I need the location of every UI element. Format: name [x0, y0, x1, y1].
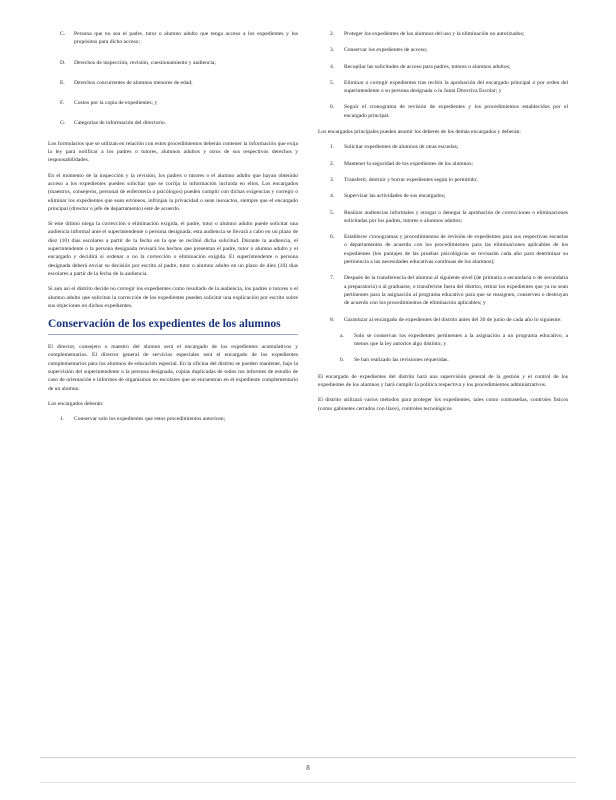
list-marker: 4. — [330, 193, 335, 200]
list-marker: 1. — [60, 416, 65, 423]
list-item — [330, 46, 568, 54]
list-item — [330, 143, 568, 151]
list-item-text: Realizar audiencias informales y otorgar o denegar la aprobación de correcciones o eliminaciones solicitadas por los padres, tutores o alumnos adultos; — [344, 209, 568, 224]
list-item-text: Persona que no sea el padre, tutor o alumno adulto que tenga acceso a los expedientes y los propósitos para dicho acceso; — [74, 31, 298, 46]
paragraph-principal-custodians: Los encargados principales pueden asumir los deberes de los demás encargados y deberán: — [318, 129, 521, 136]
list-item-text: Garantizar al encargado de expedientes del distrito antes del 30 de junio de cada año lo siguiente: — [344, 316, 562, 323]
list-item-text: Conservar los expedientes de acceso; — [344, 47, 428, 54]
list-marker: E. — [60, 79, 65, 86]
list-item-text: Transferir, destruir y borrar expedientes según lo permitido; — [344, 176, 478, 183]
list-item — [330, 79, 568, 96]
paragraph-group-d — [318, 373, 568, 413]
list-item — [60, 79, 298, 87]
list-marker: F. — [60, 100, 65, 107]
principal-custodian-duties-list — [318, 143, 568, 323]
list-item — [330, 103, 568, 120]
list-item-text: Eliminar o corregir expedientes tras recibir la aprobación del encargado principal o por orden del superintendente o su persona designada o la Junta Directiva Escolar; y — [344, 79, 568, 95]
list-item-text: Después de la transferencia del alumno al siguiente nivel (de primaria a secundaria o de secundaria a preparatoria) o al graduarse, o transferirse fuera del distrito, retirar los expedientes que ya no sean pertinentes para la asignación al programa educativo para que se reasignen, conserven o destruyan de acuerdo con los procedimientos de eliminación aplicables; y — [344, 275, 568, 307]
list-marker: 3. — [330, 47, 335, 54]
list-item — [330, 209, 568, 226]
list-marker: 2. — [330, 31, 335, 37]
paragraph-group-a — [48, 140, 298, 310]
page-number: 8 — [306, 764, 310, 772]
list-item-text: Establecer cronogramas y procedimientos de revisión de expedientes para sus respectivas escuelas o departamentos de acuerdo con los procedimientos para las eliminaciones aplicables de los expedientes (los puntajes de las pruebas psicológicas se revisarán cada año para determinar su pertinencia a las necesidades educativas continuas de los alumnos); — [344, 234, 568, 266]
list-marker: b. — [340, 357, 345, 364]
body-paragraph: En el momento de la inspección y la revisión, los padres o tutores o el alumno adulto que hayan obtenido acceso a los expedientes pueden solicitar que se corrija la información incluida en ellos. Los encargados (maestros, consejeros, personal de enfermería o psicólogos) pueden cumplir con dichas exigencias y corregir o eliminar los expedientes que sean erróneos, infrinjan la privacidad o sean inexactos, siempre que el encargado principal (director o jefe de departamento) esté de acuerdo. — [48, 172, 298, 212]
list-item-text: Supervisar las actividades de sus encargados; — [344, 193, 446, 200]
body-paragraph: Si aun así el distrito decide no corregir los expedientes como resultado de la audiencia, los padres o tutores o el alumno adulto que solicitan la corrección de los expedientes pueden solicitar una explicación por escrito sobre sus objeciones en dichos expedientes. — [48, 286, 298, 309]
list-item — [340, 356, 568, 364]
list-marker: 8. — [330, 316, 335, 323]
list-item — [60, 119, 298, 127]
list-item-text: Solo se conservan los expedientes pertinentes a la asignación a un programa educativo, a menos que la ley autorice algo distinto; y — [354, 332, 568, 348]
list-item-text: Categorías de información del directorio. — [74, 120, 167, 127]
list-item-text: Se han realizado las revisiones requeridas. — [354, 357, 449, 364]
list-item-text: Mantener la seguridad de los expedientes de los alumnos; — [344, 160, 473, 167]
list-marker: 5. — [330, 79, 335, 86]
list-marker: a. — [340, 332, 344, 339]
list-item-text: Recopilar las solicitudes de acceso para padres, tutores o alumnos adultos; — [344, 63, 511, 70]
list-item — [330, 160, 568, 168]
list-item-text: Conservar solo los expedientes que estos procedimientos autoricen; — [74, 416, 226, 423]
list-marker: 3. — [330, 176, 335, 183]
list-item — [330, 30, 568, 38]
body-paragraph: El distrito utilizará varios métodos para proteger los expedientes, tales como contraseñas, controles físicos (como gabinetes cerrados con llave), controles tecnológicos — [318, 397, 568, 412]
list-marker: 2. — [330, 160, 335, 167]
heading-rule — [48, 334, 298, 335]
assurance-sublist — [328, 332, 568, 365]
section-heading: Conservación de los expedientes de los alumnos — [48, 318, 281, 331]
list-item — [60, 99, 298, 107]
list-item-text: Derechos de inspección, revisión, cuestionamiento y audiencia; — [74, 59, 216, 66]
list-item — [340, 332, 568, 349]
body-paragraph: El director, consejero o maestro del alumno será el encargado de los expedientes acumulativos y complementarios. El director general de servicios especiales será el encargado de los expedientes complementarios para los alumnos de educación especial. En la oficina del distrito se pueden mantener, bajo la supervisión del superintendente o la persona designada, copias duplicadas de todos los informes de estudio de caso de orientación e informes de organismos no escolares que se encuentran en el expediente complementario de un alumno. — [48, 344, 298, 392]
list-marker: G. — [60, 120, 66, 127]
right-column — [318, 30, 568, 420]
body-paragraph: Si este último niega la corrección o eliminación exigida, el padre, tutor o alumno adulto puede solicitar una audiencia informal ante el superintendente o persona designada; esta audiencia se llevará a cabo en un plazo de diez (10) días escolares a partir de la fecha en la que se recibió dicha solicitud. Durante la audiencia, el superintendente o la persona designada revisará los hechos que presentan el padre, tutor o alumno adulto y el encargado y decidirá si ordenar o no la corrección o eliminación exigida. El superintendente o persona designada deberá enviar su decisión por escrito al padre, tutor o alumno adulto en un plazo de diez (10) días escolares a partir de la fecha de la audiencia. — [48, 221, 298, 277]
list-marker: C. — [60, 31, 66, 37]
list-item — [60, 415, 298, 423]
list-item — [330, 176, 568, 184]
body-paragraph: Los encargados deberán: — [48, 400, 104, 407]
list-item-text: Derechos concurrentes de alumnos menores de edad; — [74, 79, 193, 86]
paragraph-group-b — [48, 343, 298, 408]
list-item — [330, 316, 568, 324]
body-paragraph: Los formularios que se utilizan en relación con estos procedimientos deberán contener la información que exija la ley para notificar a los padres o tutores, alumnos adultos y otros de sus respectivos derechos y responsabilidades. — [48, 140, 298, 164]
footer-rule-bottom — [40, 782, 576, 783]
list-item-text: Proteger los expedientes de los alumnos del uso y la eliminación no autorizados; — [344, 31, 525, 37]
list-item-text: Costos por la copia de expedientes; y — [74, 100, 158, 107]
list-marker: 4. — [330, 63, 335, 70]
list-item — [330, 233, 568, 266]
body-paragraph: El encargado de expedientes del distrito hará una supervisión general de la gestión y el control de los expedientes de los alumnos y hará cumplir la política respectiva y los procedimientos administrativos. — [318, 373, 568, 389]
list-item — [330, 274, 568, 307]
footer-rule — [40, 757, 576, 758]
list-item — [330, 192, 568, 200]
list-item-text: Seguir el cronograma de revisión de expedientes y los procedimientos establecidos por el encargado principal. — [344, 104, 568, 119]
list-marker: 6. — [330, 234, 335, 241]
list-item — [330, 63, 568, 71]
custodian-duties-list-continued — [318, 30, 568, 120]
left-column — [48, 30, 298, 432]
list-marker: 7. — [330, 275, 335, 282]
list-marker: 6. — [330, 104, 335, 111]
list-item — [60, 30, 298, 47]
list-item — [60, 59, 298, 67]
list-marker: D. — [60, 59, 66, 66]
list-item-text: Solicitar expedientes de alumnos de otras escuelas; — [344, 144, 459, 151]
custodian-duties-list — [48, 415, 298, 423]
top-lettered-list — [48, 30, 298, 128]
list-marker: 1. — [330, 144, 335, 151]
list-marker: 5. — [330, 209, 335, 216]
